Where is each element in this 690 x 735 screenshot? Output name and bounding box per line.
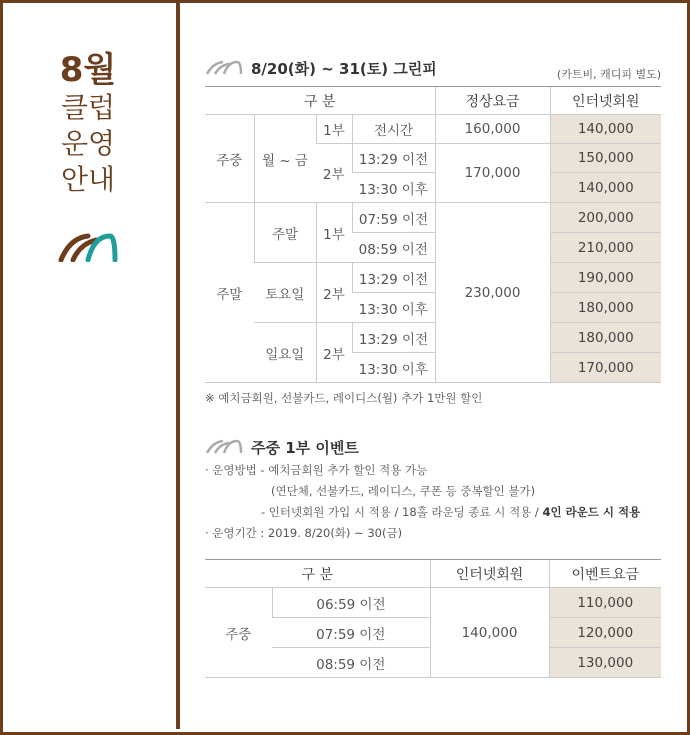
part-label: 2부 (316, 263, 352, 323)
member-price: 200,000 (550, 203, 661, 233)
side-line-2: 운영 (60, 127, 116, 160)
side-divider (176, 0, 180, 729)
table-header-row (205, 560, 661, 588)
time-cell: 13:29 이전 (352, 323, 435, 353)
event-weekday-label: 주중 (205, 588, 272, 678)
time-cell: 07:59 이전 (272, 618, 430, 648)
weekend-group: 주말 (254, 203, 316, 263)
weekday-label: 주중 (205, 115, 254, 203)
header-category: 구 분 (205, 560, 430, 588)
section1-note: (카트비, 캐디피 별도) (556, 68, 661, 81)
time-cell: 13:30 이후 (352, 353, 435, 383)
time-cell: 13:30 이후 (352, 173, 435, 203)
table-row (205, 203, 661, 233)
weekend-group: 토요일 (254, 263, 316, 323)
event-price: 120,000 (549, 618, 661, 648)
time-cell: 13:29 이전 (352, 144, 435, 173)
event-description (205, 460, 640, 544)
header-regular: 정상요금 (435, 87, 550, 115)
part-label: 1부 (316, 115, 352, 144)
header-event: 이벤트요금 (549, 560, 661, 588)
event-table (205, 559, 661, 678)
section-arc-icon (205, 59, 243, 79)
table-row (205, 323, 661, 353)
event-price: 110,000 (549, 588, 661, 618)
side-line-3: 안내 (60, 163, 116, 196)
event-price: 130,000 (549, 648, 661, 678)
side-panel (0, 50, 176, 266)
table-row (205, 588, 661, 618)
time-cell: 13:30 이후 (352, 293, 435, 323)
section1-title: 8/20(화) ~ 31(토) 그린피 (251, 60, 437, 78)
header-member: 인터넷회원 (550, 87, 661, 115)
club-logo-icon (0, 230, 176, 266)
time-cell: 08:59 이전 (352, 233, 435, 263)
part-label: 1부 (316, 203, 352, 263)
member-price: 210,000 (550, 233, 661, 263)
regular-price: 230,000 (435, 203, 550, 383)
part-label: 2부 (316, 323, 352, 383)
weekday-days: 월 ~ 금 (254, 115, 316, 203)
event-line-3-bold: 4인 라운드 시 적용 (542, 505, 641, 519)
time-cell: 08:59 이전 (272, 648, 430, 678)
member-price: 170,000 (550, 353, 661, 383)
weekend-label: 주말 (205, 203, 254, 383)
part-label: 2부 (316, 144, 352, 203)
event-line-2: (연단체, 선불카드, 레이디스, 쿠폰 등 중복할인 불가) (271, 484, 536, 498)
header-category: 구 분 (205, 87, 435, 115)
time-cell: 전시간 (352, 115, 435, 144)
regular-price: 160,000 (435, 115, 550, 144)
event-line-3-text: - 인터넷회원 가입 시 적용 / 18홀 라운딩 종료 시 적용 / (261, 505, 543, 519)
weekend-group: 일요일 (254, 323, 316, 383)
header-member: 인터넷회원 (430, 560, 549, 588)
section1-heading (205, 58, 437, 79)
section2-title: 주중 1부 이벤트 (251, 439, 359, 457)
side-line-1: 클럽 (60, 91, 116, 124)
member-price: 180,000 (550, 323, 661, 353)
month-title: 8월 (59, 50, 117, 90)
regular-price: 170,000 (435, 144, 550, 203)
section-arc-icon (205, 438, 243, 458)
time-cell: 06:59 이전 (272, 588, 430, 618)
table-header-row (205, 87, 661, 115)
table-row (205, 263, 661, 293)
event-line-3 (205, 502, 640, 523)
time-cell: 13:29 이전 (352, 263, 435, 293)
table-row (205, 115, 661, 144)
time-cell: 07:59 이전 (352, 203, 435, 233)
greenfee-table (205, 86, 661, 383)
event-line-4: · 운영기간 : 2019. 8/20(화) ~ 30(금) (205, 526, 403, 540)
member-price: 190,000 (550, 263, 661, 293)
member-price: 180,000 (550, 293, 661, 323)
discount-footnote: ※ 예치금회원, 선불카드, 레이디스(월) 추가 1만원 할인 (205, 391, 483, 405)
section2-heading (205, 437, 359, 458)
member-price: 150,000 (550, 144, 661, 173)
member-price: 140,000 (550, 115, 661, 144)
event-line-1: · 운영방법 - 예치금회원 추가 할인 적용 가능 (205, 463, 428, 477)
member-price: 140,000 (550, 173, 661, 203)
member-price: 140,000 (430, 588, 549, 678)
